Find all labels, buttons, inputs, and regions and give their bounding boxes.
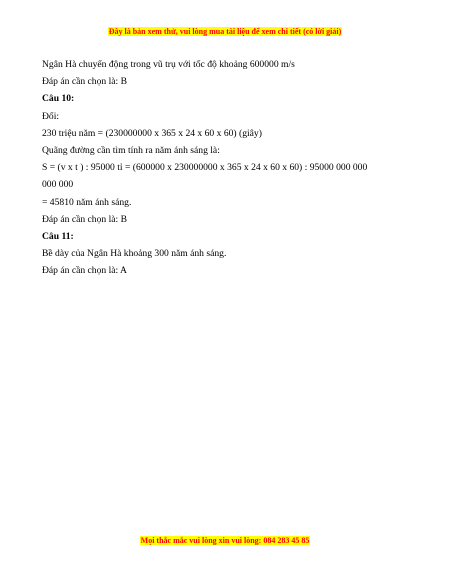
answer-line: Đáp án cần chọn là: B — [42, 213, 127, 225]
paragraph-line: Bề dày của Ngân Hà khoảng 300 năm ánh sáng. — [42, 248, 227, 260]
header-notice-banner — [0, 27, 450, 37]
paragraph-line: Ngân Hà chuyển động trong vũ trụ với tốc độ khoảng 600000 m/s — [42, 59, 295, 70]
result-line: = 45810 năm ánh sáng. — [42, 196, 132, 208]
answer-line: Đáp án cần chọn là: A — [42, 265, 127, 277]
question-heading: Câu 11: — [42, 231, 74, 243]
formula-line: S = (v x t ) : 95000 tỉ = (600000 x 230000000 x 365 x 24 x 60 x 60) : 95000 000 000 000 000 — [42, 162, 368, 191]
footer-notice-text: Mọi thắc mắc vui lòng xin vui lòng: 084 283 45 85 — [140, 536, 310, 545]
footer-notice-banner — [0, 536, 450, 546]
formula-line: 230 triệu năm = (230000000 x 365 x 24 x 60 x 60) (giây) — [42, 127, 262, 139]
header-notice-text: Đây là bản xem thử, vui lòng mua tài liệu để xem chi tiết (có lời giải) — [108, 27, 342, 36]
paragraph-line: Quãng đường cần tìm tính ra năm ánh sáng là: — [42, 145, 220, 157]
document-body — [42, 56, 382, 280]
answer-line: Đáp án cần chọn là: B — [42, 76, 127, 88]
question-heading: Câu 10: — [42, 93, 75, 105]
paragraph-line: Đổi: — [42, 110, 60, 122]
